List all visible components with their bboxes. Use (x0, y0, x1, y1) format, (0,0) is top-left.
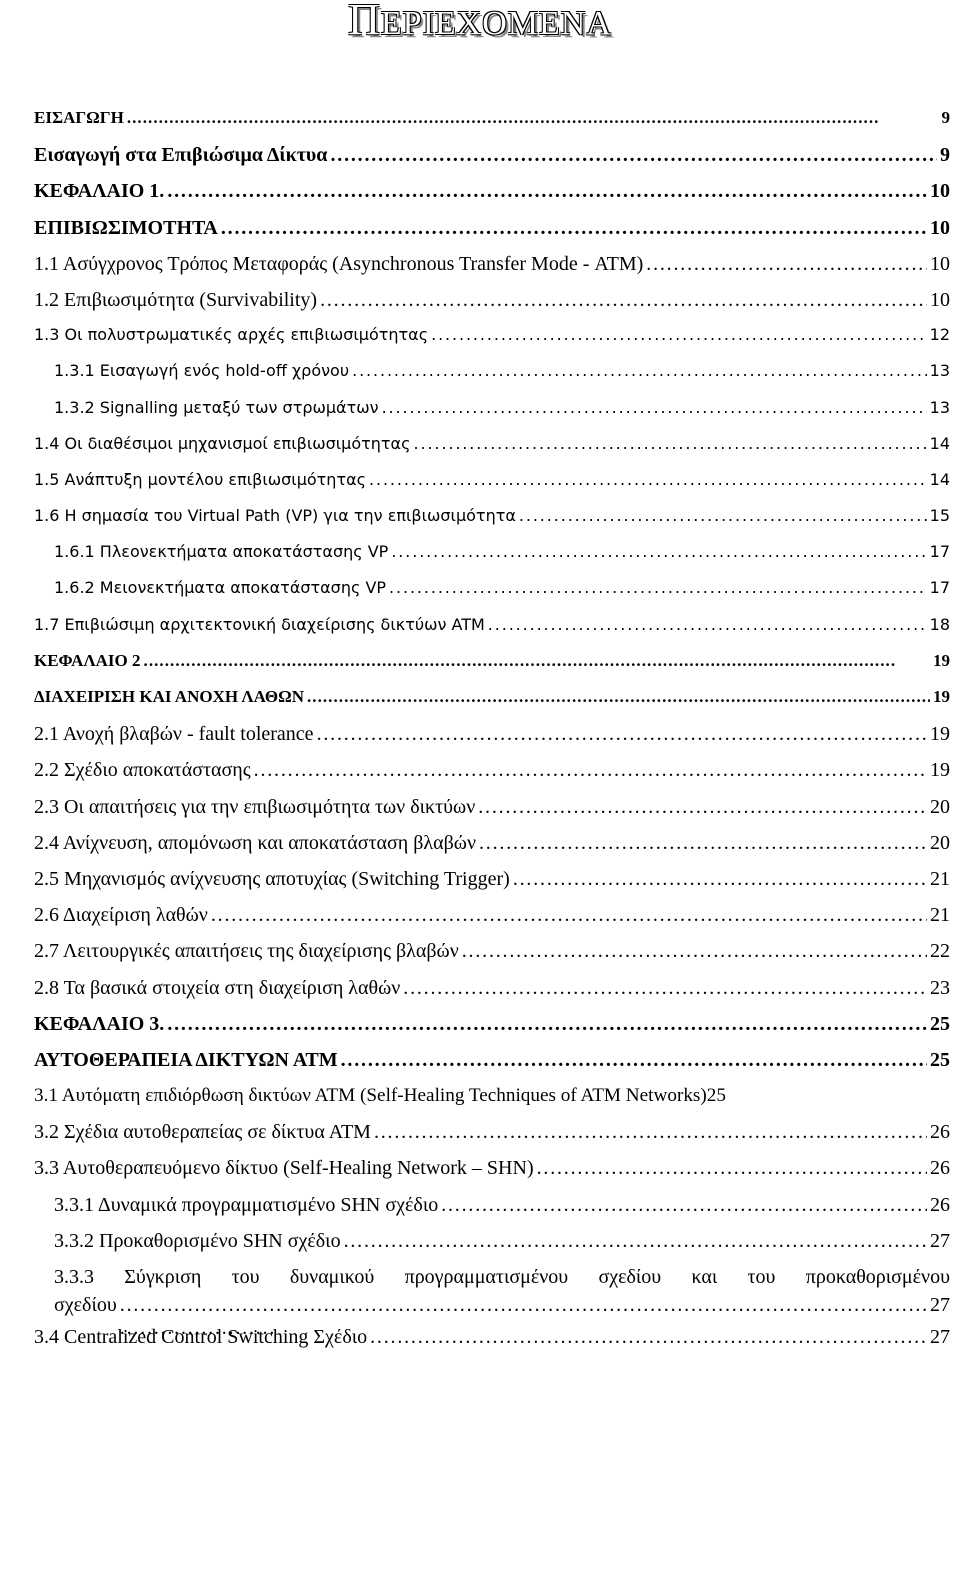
toc-page-number: 10 (930, 252, 950, 275)
toc-entry[interactable] (34, 217, 950, 253)
dot-leader (537, 1157, 927, 1180)
toc-entry[interactable] (34, 1013, 950, 1049)
toc-entry[interactable] (34, 1157, 950, 1193)
dot-leader (221, 217, 927, 240)
toc-page-number: 19 (933, 687, 950, 706)
toc-entry[interactable] (34, 398, 950, 434)
dot-leader (330, 144, 937, 167)
toc-page-number: 9 (940, 144, 950, 167)
toc-entry-text: 1.4 Οι διαθέσιμοι μηχανισμοί επιβιωσιμότητας (34, 433, 411, 453)
dot-leader (391, 542, 926, 561)
dot-leader (374, 1121, 927, 1144)
toc-entry-text: 3.4 Centralized Control Switching Σχέδιο (34, 1326, 368, 1348)
toc-page-number: 26 (930, 1193, 950, 1216)
toc-page-number: 19 (930, 759, 950, 782)
dot-leader (513, 868, 927, 891)
toc-entry[interactable] (34, 868, 950, 904)
dot-leader (352, 361, 927, 380)
toc-page-number: 27 (930, 1294, 950, 1316)
toc-page-number: 14 (929, 469, 950, 489)
toc-entry-text: 1.6.1 Πλεονεκτήματα αποκατάστασης VP (54, 542, 389, 562)
toc-entry[interactable] (34, 434, 950, 470)
toc-entry-text: 3.1 Αυτόματη επιδιόρθωση δικτύων ΑΤΜ (Self-Healing Techniques of ATM Networks) (34, 1085, 707, 1107)
toc-entry-text: ΚΕΦΑΛΑΙΟ 2 (34, 650, 141, 670)
dot-leader (431, 325, 927, 344)
toc-entry[interactable] (34, 1194, 950, 1230)
dot-leader (369, 470, 927, 489)
toc-entry[interactable] (34, 1326, 950, 1362)
toc-entry-text: 1.3.2 Signalling μεταξύ των στρωμάτων (54, 397, 379, 417)
toc-entry[interactable] (34, 1085, 950, 1121)
dot-leader (519, 506, 927, 525)
dot-leader (479, 832, 927, 855)
toc-entry-text: 2.8 Τα βασικά στοιχεία στη διαχείριση λαθών (34, 976, 401, 999)
toc-entry-text: 1.5 Ανάπτυξη μοντέλου επιβιωσιμότητας (34, 469, 367, 489)
toc-entry[interactable] (34, 723, 950, 759)
toc-entry[interactable] (34, 325, 950, 361)
page-title (348, 0, 612, 45)
dot-leader (414, 434, 927, 453)
toc-entry[interactable] (34, 1121, 950, 1157)
dot-leader (307, 687, 930, 707)
toc-entry-text: 3.3.1 Δυναμικά προγραμματισμένο SHN σχέδιο (54, 1193, 439, 1216)
toc-page-number: 10 (930, 288, 950, 311)
dot-leader (341, 1049, 927, 1072)
dot-leader (167, 1013, 927, 1036)
toc-page-number: 25 (930, 1048, 950, 1071)
toc-entry-text: 3.2 Σχέδια αυτοθεραπείας σε δίκτυα ΑΤΜ (34, 1121, 371, 1144)
dot-leader (317, 723, 927, 746)
dot-leader (488, 615, 927, 634)
toc-entry-text: 1.2 Επιβιωσιμότητα (Survivability) (34, 288, 318, 311)
toc-page-number: 27 (930, 1229, 950, 1252)
toc-page-number: 17 (929, 542, 950, 562)
toc-entry-text: ΕΙΣΑΓΩΓΗ (34, 108, 124, 127)
toc-page-number: 20 (930, 831, 950, 854)
toc-entry-text: 3.3.2 Προκαθορισμένο SHN σχέδιο (54, 1229, 341, 1252)
toc-entry-text: σχεδίου (54, 1294, 117, 1316)
dot-leader (127, 108, 939, 128)
toc-entry[interactable] (34, 578, 950, 614)
toc-entry[interactable] (34, 1230, 950, 1266)
toc-entry[interactable] (34, 361, 950, 397)
toc-entry-text: 3.3 Αυτοθεραπευόμενο δίκτυο (Self-Healing Network – SHN) (34, 1157, 534, 1180)
toc-page-number: 9 (941, 108, 950, 127)
toc-page-number: 13 (929, 397, 950, 417)
toc-entry-text: ΑΥΤΟΘΕΡΑΠΕΙΑ ΔΙΚΤΥΩΝ ΑΤΜ (34, 1048, 338, 1071)
toc-page-number: 15 (929, 506, 950, 526)
toc-entry-text: 2.4 Ανίχνευση, απομόνωση και αποκατάσταση βλαβών (34, 831, 476, 854)
toc-entry[interactable] (34, 977, 950, 1013)
toc-entry-text: 2.6 Διαχείριση λαθών (34, 904, 208, 927)
toc-entry[interactable] (34, 542, 950, 578)
toc-page-number: 23 (930, 976, 950, 999)
toc-page-number: 26 (930, 1157, 950, 1180)
toc-entry-text: 1.3.1 Εισαγωγή ενός hold-off χρόνου (54, 361, 350, 381)
dot-leader (167, 180, 927, 203)
toc-page-number: 22 (930, 940, 950, 963)
toc-page-number: 10 (930, 216, 950, 239)
toc-entry[interactable] (34, 1266, 950, 1326)
toc-page-number: 12 (929, 325, 950, 345)
dot-leader (403, 977, 927, 1000)
toc-entry[interactable] (34, 289, 950, 325)
dot-leader (254, 759, 927, 782)
toc-entry[interactable] (34, 470, 950, 506)
toc-entry-text: ΕΠΙΒΙΩΣΙΜΟΤΗΤΑ (34, 216, 218, 239)
toc-entry[interactable] (34, 759, 950, 795)
toc-page-number: 21 (930, 867, 950, 890)
toc-entry[interactable] (34, 940, 950, 976)
toc-page-number: 14 (929, 433, 950, 453)
toc-page-number: 18 (929, 614, 950, 634)
page-title-wrap (0, 0, 960, 45)
dot-leader (646, 253, 927, 276)
dot-leader (389, 578, 927, 597)
dot-leader (462, 940, 927, 963)
toc-page-number: 21 (930, 904, 950, 927)
page-title-initial: Π (348, 0, 381, 44)
dot-leader (478, 796, 927, 819)
page-title-rest: ΕΡΙΕΧΟΜΕΝΑ (380, 5, 612, 42)
toc-entry-text: 1.3 Οι πολυστρωματικές αρχές επιβιωσιμότητας (34, 325, 429, 345)
toc-entry[interactable] (34, 796, 950, 832)
toc-entry[interactable] (34, 144, 950, 180)
toc-page-number: 26 (930, 1121, 950, 1144)
toc-entry-text: 2.1 Ανοχή βλαβών - fault tolerance (34, 723, 314, 746)
toc-page-number: 25 (930, 1012, 950, 1035)
dot-leader (370, 1326, 927, 1349)
toc-entry[interactable] (34, 108, 950, 144)
toc-entry[interactable] (34, 651, 950, 687)
toc-entry[interactable] (34, 506, 950, 542)
table-of-contents (34, 108, 950, 1362)
toc-entry[interactable] (34, 615, 950, 651)
dot-leader (441, 1194, 927, 1217)
toc-entry-text: Εισαγωγή στα Επιβιώσιμα Δίκτυα (34, 144, 328, 167)
toc-entry[interactable] (34, 832, 950, 868)
toc-entry-text: 2.7 Λειτουργικές απαιτήσεις της διαχείρισης βλαβών (34, 940, 459, 963)
toc-entry-text: ΔΙΑΧΕΙΡΙΣΗ ΚΑΙ ΑΝΟΧΗ ΛΑΘΩΝ (34, 687, 304, 706)
toc-entry-text: ΚΕΦΑΛΑΙΟ 3. (34, 1012, 165, 1035)
toc-page-number: 19 (930, 723, 950, 746)
toc-page-number: 25 (706, 1085, 726, 1107)
toc-entry[interactable] (34, 904, 950, 940)
dot-leader (344, 1230, 927, 1253)
toc-entry-text: 2.5 Μηχανισμός ανίχνευσης αποτυχίας (Switching Trigger) (34, 867, 510, 890)
toc-page-number: 27 (930, 1326, 950, 1348)
toc-entry[interactable] (34, 1049, 950, 1085)
toc-entry-text: 2.2 Σχέδιο αποκατάστασης (34, 759, 251, 782)
toc-page-number: 13 (929, 361, 950, 381)
toc-entry-text: 1.1 Ασύγχρονος Τρόπος Μεταφοράς (Asynchronous Transfer Mode - ΑΤΜ) (34, 252, 644, 275)
toc-entry[interactable] (34, 687, 950, 723)
dot-leader (382, 398, 927, 417)
toc-entry-text: 2.3 Οι απαιτήσεις για την επιβιωσιμότητα των δικτύων (34, 795, 476, 818)
toc-page-number: 20 (930, 795, 950, 818)
dot-leader (144, 651, 930, 671)
dot-leader (211, 904, 927, 927)
toc-entry-text: ΚΕΦΑΛΑΙΟ 1. (34, 180, 165, 203)
toc-page-number: 10 (930, 180, 950, 203)
dot-leader (320, 289, 927, 312)
toc-entry-text: 1.6.2 Μειονεκτήματα αποκατάστασης VP (54, 578, 387, 598)
toc-entry[interactable] (34, 180, 950, 216)
toc-page-number: 19 (933, 650, 950, 670)
toc-entry-text: 3.3.3 Σύγκριση του δυναμικού προγραμματισμένου σχεδίου και του προκαθορισμένου (54, 1266, 950, 1288)
toc-entry-text: 1.6 Η σημασία του Virtual Path (VP) για την επιβιωσιμότητα (34, 506, 516, 526)
toc-entry[interactable] (34, 253, 950, 289)
toc-entry-text: 1.7 Επιβιώσιμη αρχιτεκτονική διαχείρισης δικτύων ATM (34, 614, 485, 634)
toc-page-number: 17 (929, 578, 950, 598)
